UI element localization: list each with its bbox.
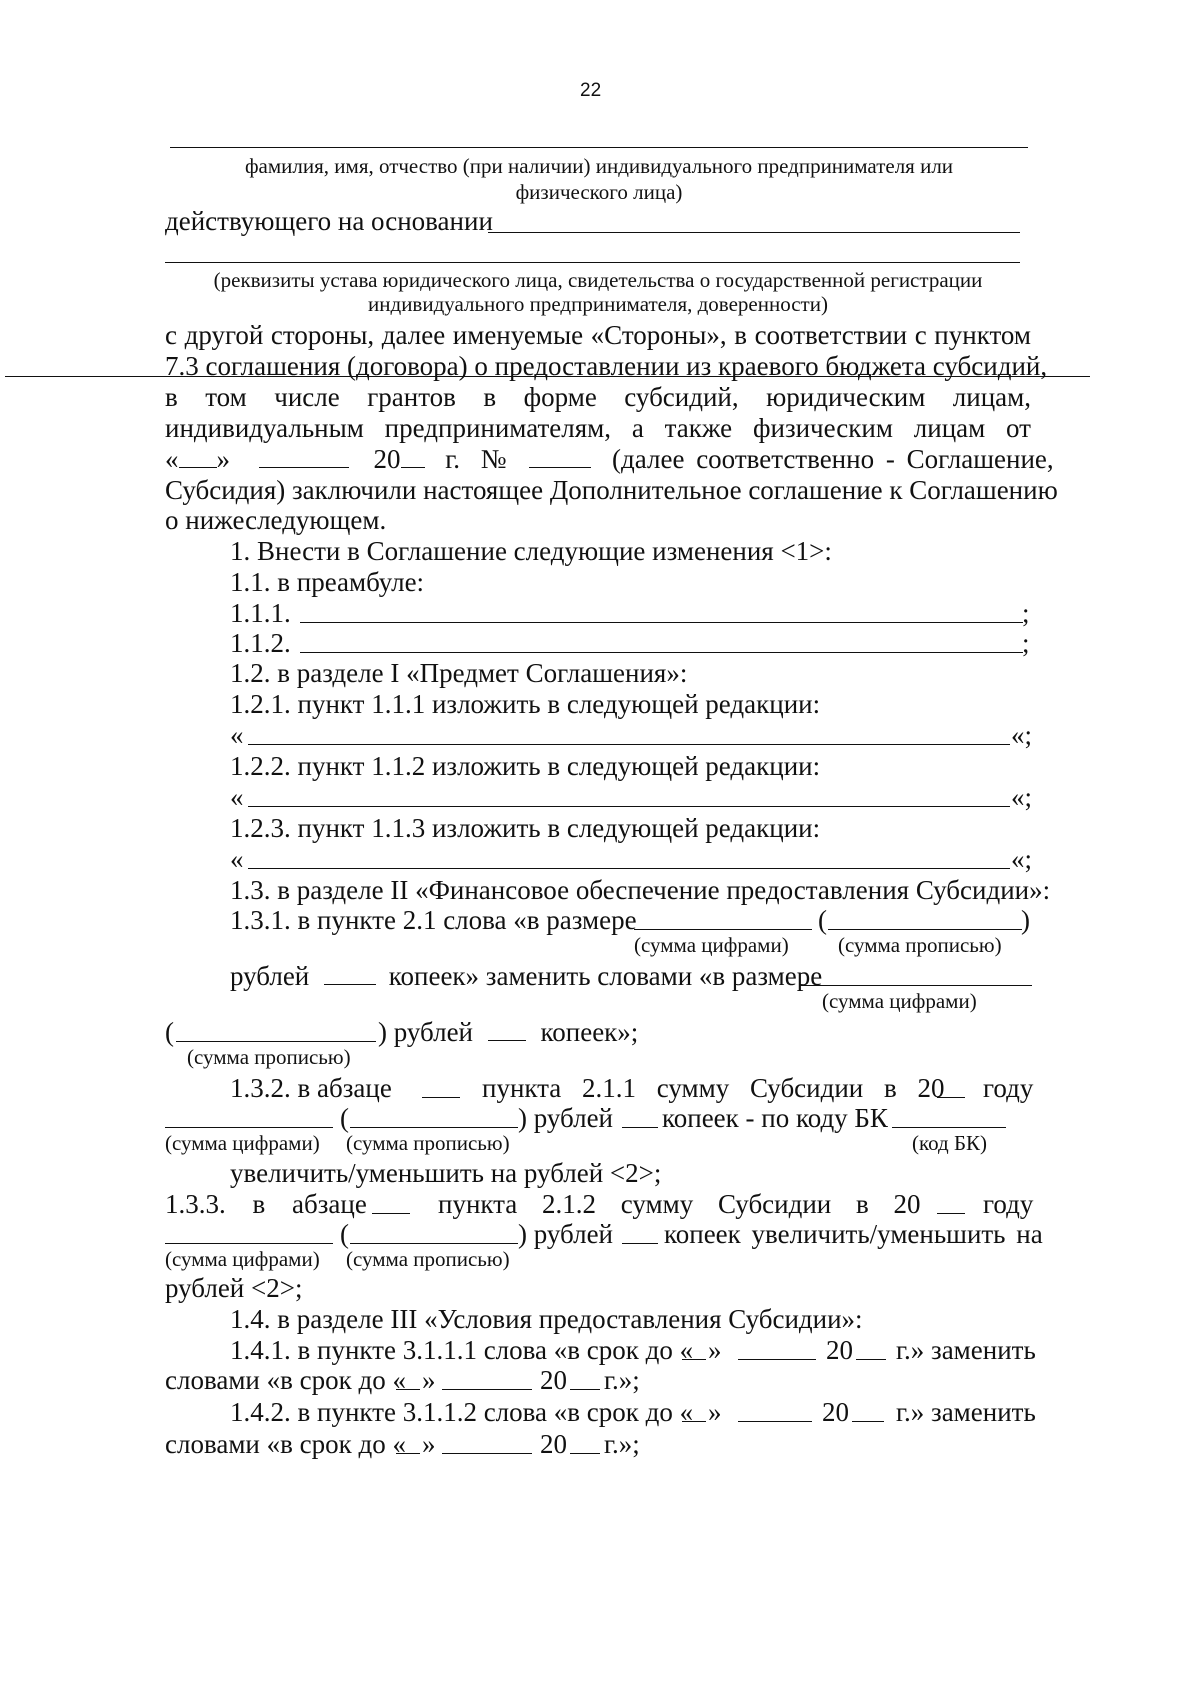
- fio-caption-2: физического лица): [515, 180, 683, 204]
- year-word-1: году: [983, 1073, 1034, 1103]
- deadline-year-blank-1: [856, 1359, 886, 1360]
- item-1-2-1-line: [248, 744, 1010, 745]
- deadline-quote-2: »: [708, 1397, 722, 1427]
- item-1-2-3-line: [248, 868, 1010, 869]
- paren-open-4: (: [340, 1219, 349, 1249]
- date-quote-open: «: [165, 444, 179, 474]
- number-sign: №: [480, 444, 507, 474]
- new-quote-2: »: [422, 1429, 436, 1459]
- sum-words-line-1: [828, 929, 1022, 930]
- item-1-3-3-a: 1.3.3. в абзаце: [165, 1189, 367, 1219]
- new-year-blank-2: [570, 1453, 600, 1454]
- item-1-1-2: 1.1.2.: [230, 628, 291, 658]
- item-1-2: 1.2. в разделе I «Предмет Соглашения»:: [230, 658, 688, 688]
- year-blank-2: [937, 1213, 965, 1214]
- item-1-1-1-line: [300, 622, 1023, 623]
- new-month-blank-2: [442, 1453, 532, 1454]
- year-prefix: 20: [373, 444, 401, 474]
- rub-close: ) рублей: [378, 1017, 474, 1047]
- para-line-3: в том числе грантов в форме субсидий, юридическим лицам,: [165, 382, 1031, 412]
- date-line: [165, 443, 1054, 475]
- quote-close-1: «;: [1011, 720, 1033, 750]
- rub-word-3: ) рублей: [518, 1103, 614, 1133]
- bk-line: [892, 1127, 1006, 1128]
- increase-rub: увеличить/уменьшить на рублей <2>;: [230, 1158, 662, 1188]
- quote-open-3: «: [230, 844, 244, 874]
- caption-sum-words-1: (сумма прописью): [838, 933, 1002, 957]
- item-1-1-2-line: [300, 652, 1023, 653]
- rub-2: рублей <2>;: [165, 1273, 303, 1303]
- month-blank: [259, 445, 349, 468]
- caption-sum-words-4: (сумма прописью): [346, 1247, 510, 1271]
- item-1: 1. Внести в Соглашение следующие изменения <1>:: [230, 536, 832, 566]
- item-1-4-1: 1.4.1. в пункте 3.1.1.1 слова «в срок до «: [230, 1335, 694, 1365]
- words-deadline-1: словами «в срок до «: [165, 1365, 406, 1395]
- fio-caption-1: фамилия, имя, отчество (при наличии) индивидуального предпринимателя или: [244, 154, 954, 178]
- rub-kop-line: [378, 1016, 638, 1048]
- year-blank: [401, 445, 425, 468]
- item-1-3-3-b: пункта 2.1.2 сумму Субсидии в 20: [438, 1189, 921, 1219]
- page-number: 22: [580, 80, 602, 101]
- caption-sum-digits-4: (сумма цифрами): [165, 1247, 320, 1271]
- item-1-3-2-a: 1.3.2. в абзаце: [230, 1073, 392, 1103]
- paren-open-3: (: [340, 1103, 349, 1133]
- paren-open-2: (: [165, 1017, 174, 1047]
- requisites-line: [165, 262, 1020, 263]
- new-month-blank-1: [442, 1389, 532, 1390]
- page-edge-rule: [5, 376, 1090, 377]
- year-word-2: году: [983, 1189, 1034, 1219]
- fio-line: [170, 147, 1028, 148]
- para-line-4: индивидуальным предпринимателям, а также физическим лицам от: [165, 413, 1031, 443]
- acting-basis-line: [488, 232, 1020, 233]
- kop-blank: [324, 962, 376, 985]
- sum-digits-line-2: [800, 985, 1032, 986]
- deadline-year-2: 20: [822, 1397, 849, 1427]
- item-1-2-2: 1.2.2. пункт 1.1.2 изложить в следующей редакции:: [230, 751, 821, 781]
- caption-sum-digits-1: (сумма цифрами): [634, 933, 789, 957]
- new-year-2: 20: [540, 1429, 567, 1459]
- new-year-blank-1: [570, 1389, 600, 1390]
- caption-sum-words-2: (сумма прописью): [187, 1045, 351, 1069]
- g-end-1: г.»;: [604, 1365, 640, 1395]
- deadline-year-1: 20: [826, 1335, 853, 1365]
- sum-digits-line-3: [165, 1127, 333, 1128]
- replace-tail-1: г.» заменить: [896, 1335, 1036, 1365]
- rub-word-4: ) рублей: [518, 1219, 614, 1249]
- item-1-2-2-line: [248, 806, 1010, 807]
- sum-digits-line-4: [165, 1243, 333, 1244]
- quote-close-2: «;: [1011, 782, 1033, 812]
- kop-close: копеек»;: [540, 1017, 639, 1047]
- quote-open-1: «: [230, 720, 244, 750]
- quote-open-2: «: [230, 782, 244, 812]
- new-quote-1: »: [422, 1365, 436, 1395]
- sum-words-line-4: [350, 1243, 518, 1244]
- rub-line: [230, 960, 822, 992]
- paren-open-1: (: [818, 905, 827, 935]
- new-day-blank-2: [396, 1453, 420, 1454]
- requisites-caption-2: индивидуального предпринимателя, доверенности): [368, 292, 828, 316]
- para-line-1: с другой стороны, далее именуемые «Стороны», в соответствии с пунктом: [165, 320, 1031, 350]
- number-blank: [529, 445, 591, 468]
- deadline-day-blank-1: [682, 1359, 706, 1360]
- sum-words-line-3: [350, 1127, 518, 1128]
- requisites-caption-1: (реквизиты устава юридического лица, свидетельства о государственной регистрации: [213, 268, 983, 292]
- new-day-blank-1: [396, 1389, 420, 1390]
- item-1-3-1: 1.3.1. в пункте 2.1 слова «в размере: [230, 905, 637, 935]
- new-year-1: 20: [540, 1365, 567, 1395]
- item-1-1: 1.1. в преамбуле:: [230, 567, 425, 597]
- date-quote-close: »: [216, 444, 230, 474]
- caption-sum-digits-3: (сумма цифрами): [165, 1131, 320, 1155]
- deadline-day-blank-2: [682, 1421, 706, 1422]
- item-1-1-1-semicolon: ;: [1022, 598, 1030, 628]
- quote-close-3: «;: [1011, 844, 1033, 874]
- para-end-1: Субсидия) заключили настоящее Дополнительное соглашение к Соглашению: [165, 475, 1058, 505]
- item-1-2-3: 1.2.3. пункт 1.1.3 изложить в следующей редакции:: [230, 813, 821, 843]
- caption-bk: (код БК): [912, 1131, 988, 1155]
- replace-tail-2: г.» заменить: [896, 1397, 1036, 1427]
- kop-blank-4: [622, 1243, 658, 1244]
- acting-basis-label: действующего на основании: [165, 206, 493, 236]
- item-1-4: 1.4. в разделе III «Условия предоставления Субсидии»:: [230, 1304, 863, 1334]
- words-deadline-2: словами «в срок до «: [165, 1429, 406, 1459]
- item-1-1-2-semicolon: ;: [1022, 628, 1030, 658]
- kop-bk: копеек - по коду БК: [662, 1103, 888, 1133]
- rub-word: рублей: [230, 961, 310, 991]
- year-blank-1: [937, 1097, 965, 1098]
- year-g: г.: [445, 444, 461, 474]
- paragraph-blank-2: [372, 1213, 410, 1214]
- deadline-quote-1: »: [708, 1335, 722, 1365]
- g-end-2: г.»;: [604, 1429, 640, 1459]
- para-line-2: 7.3 соглашения (договора) о предоставлении из краевого бюджета субсидий,: [165, 351, 1048, 381]
- item-1-1-1: 1.1.1.: [230, 598, 291, 628]
- deadline-month-blank-2: [738, 1421, 812, 1422]
- kop-blank-2: [488, 1018, 526, 1041]
- caption-sum-words-3: (сумма прописью): [346, 1131, 510, 1155]
- sum-digits-line-1: [634, 929, 812, 930]
- item-1-2-1: 1.2.1. пункт 1.1.1 изложить в следующей редакции:: [230, 689, 821, 719]
- date-line-tail: (далее соответственно - Соглашение,: [612, 444, 1054, 474]
- deadline-year-blank-2: [852, 1421, 884, 1422]
- deadline-month-blank-1: [738, 1359, 816, 1360]
- caption-sum-digits-2: (сумма цифрами): [822, 989, 977, 1013]
- item-1-3-2-b: пункта 2.1.1 сумму Субсидии в 20: [482, 1073, 945, 1103]
- kop-blank-3: [622, 1127, 658, 1128]
- paragraph-blank-1: [422, 1097, 460, 1098]
- para-end-2: о нижеследующем.: [165, 505, 387, 535]
- item-1-4-2: 1.4.2. в пункте 3.1.1.2 слова «в срок до «: [230, 1397, 694, 1427]
- day-blank: [179, 445, 217, 468]
- sum-words-line-2: [176, 1041, 376, 1042]
- item-1-3: 1.3. в разделе II «Финансовое обеспечение предоставления Субсидии»:: [230, 875, 1051, 905]
- paren-close-1: ): [1021, 905, 1030, 935]
- rub-line-tail: копеек» заменить словами «в размере: [388, 961, 823, 991]
- kop-increase: копеек увеличить/уменьшить на: [664, 1219, 1043, 1249]
